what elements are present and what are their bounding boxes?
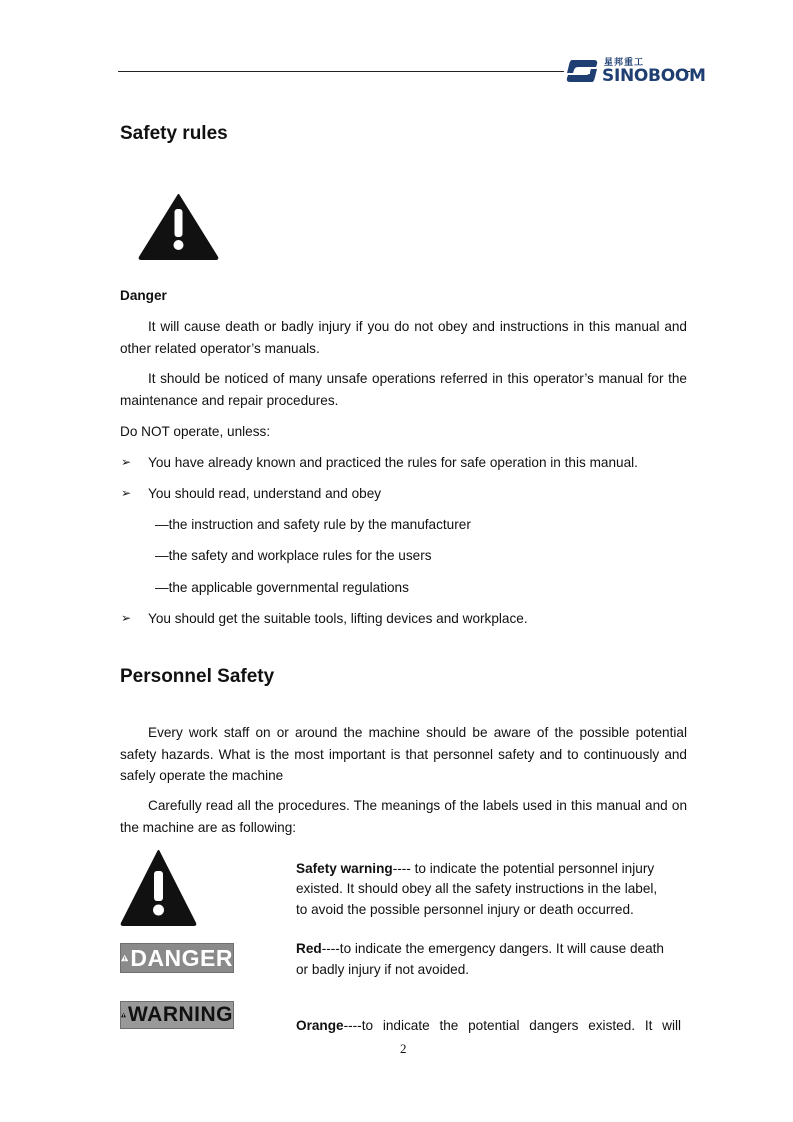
red-line-1 bbox=[296, 938, 664, 960]
list-item: You should get the suitable tools, lifting devices and workplace. bbox=[148, 611, 528, 626]
safety-warning-text-1: ---- to indicate the potential personnel injury bbox=[392, 861, 655, 876]
sub-list-item: —the instruction and safety rule by the manufacturer bbox=[155, 517, 471, 532]
safety-rules-title: Safety rules bbox=[120, 123, 228, 144]
safety-warning-text-2: existed. It should obey all the safety instructions in the label, bbox=[296, 881, 658, 896]
sub-list-item: —the safety and workplace rules for the users bbox=[155, 548, 432, 563]
personnel-paragraph-1: Every work staff on or around the machine should be aware of the possible potential safety hazards. What is the most important is that personnel safety and to continuously and safely operate the machine bbox=[120, 725, 687, 783]
warning-badge-alert-icon bbox=[121, 1007, 126, 1023]
logo-chinese-text: 星邦重工 bbox=[604, 57, 645, 67]
orange-term: Orange bbox=[296, 1018, 344, 1033]
orange-text: ----to indicate the potential dangers existed. It will bbox=[343, 1018, 682, 1033]
red-text-2: or badly injury if not avoided. bbox=[296, 962, 470, 977]
page-number: 2 bbox=[400, 1041, 407, 1056]
warning-badge-text: WARNING bbox=[128, 1003, 233, 1026]
safety-paragraph-2: It should be noticed of many unsafe operations referred in this operator’s manual for the maintenance and repair procedures. bbox=[120, 371, 687, 408]
unless-lead: Do NOT operate, unless: bbox=[120, 424, 271, 439]
sinoboom-logo bbox=[564, 56, 600, 86]
safety-warning-symbol-icon bbox=[120, 849, 197, 926]
safety-warning-line-1 bbox=[296, 858, 654, 880]
logo-brand-text: SINOBOOM bbox=[602, 66, 706, 86]
orange-line-1 bbox=[296, 1015, 681, 1037]
logo-mark-icon bbox=[564, 56, 600, 86]
red-text-1: ----to indicate the emergency dangers. It will cause death bbox=[321, 941, 664, 956]
list-item: You have already known and practiced the rules for safe operation in this manual. bbox=[148, 455, 638, 470]
safety-paragraph-1: It will cause death or badly injury if you do not obey and instructions in this manual and other related operator’s manuals. bbox=[120, 319, 687, 356]
bullet-arrow-icon: ➢ bbox=[121, 455, 132, 469]
sub-list-item: —the applicable governmental regulations bbox=[155, 580, 409, 595]
warning-badge bbox=[120, 1001, 234, 1029]
danger-badge-text: DANGER bbox=[130, 944, 233, 971]
danger-heading: Danger bbox=[120, 288, 167, 303]
red-term: Red bbox=[296, 941, 322, 956]
bullet-arrow-icon: ➢ bbox=[121, 611, 132, 625]
personnel-paragraph-2: Carefully read all the procedures. The meanings of the labels used in this manual and on the machine are as following: bbox=[120, 798, 687, 835]
personnel-safety-title: Personnel Safety bbox=[120, 666, 275, 687]
danger-badge bbox=[120, 943, 234, 973]
list-item: You should read, understand and obey bbox=[148, 486, 382, 501]
header-rule bbox=[118, 71, 564, 72]
safety-warning-term: Safety warning bbox=[296, 861, 393, 876]
danger-badge-alert-icon bbox=[121, 950, 128, 966]
warning-triangle-icon bbox=[138, 193, 219, 260]
bullet-arrow-icon: ➢ bbox=[121, 486, 132, 500]
safety-warning-text-3: to avoid the possible personnel injury or death occurred. bbox=[296, 902, 634, 917]
